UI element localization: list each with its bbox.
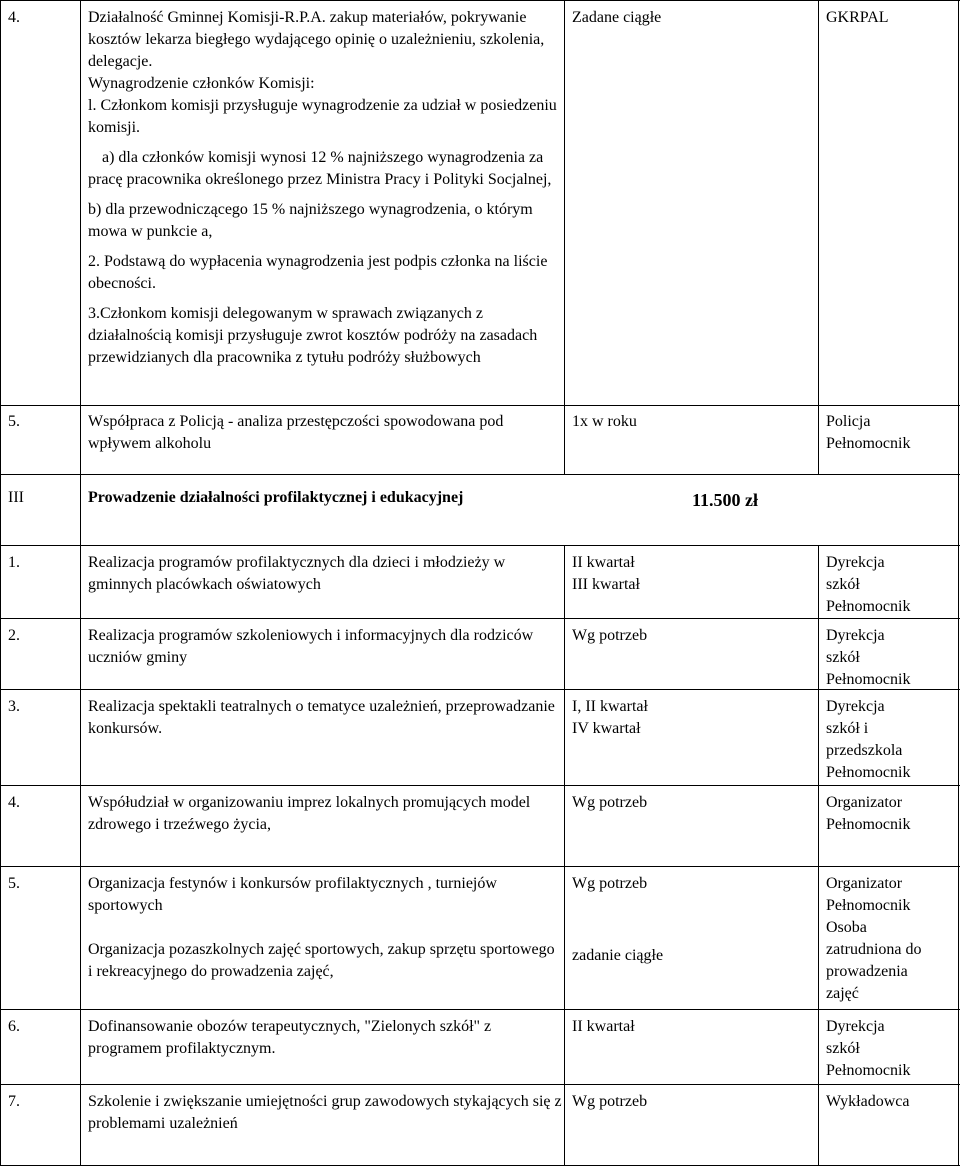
- table-row: [0, 546, 960, 619]
- term: Wg potrzeb: [572, 627, 648, 644]
- desc-paragraph: b) dla przewodniczącego 15 % najniższego wynagrodzenia, o którym mowa w punkcie a,: [88, 201, 533, 240]
- row-number: 7.: [8, 1093, 20, 1110]
- row-number: 5.: [8, 413, 20, 430]
- table-row: [0, 0, 960, 406]
- desc-paragraph: l. Członkom komisji przysługuje wynagrodzenie za udział w posiedzeniu komisji.: [88, 97, 557, 136]
- term: [572, 696, 817, 740]
- desc-paragraph: a) dla członków komisji wynosi 12 % najniższego wynagrodzenia za pracę pracownika określonego przez Ministra Pracy i Polityki Socjalnej,: [88, 149, 552, 188]
- responsible-line: szkół: [826, 576, 860, 593]
- row-number: 1.: [8, 554, 20, 571]
- responsible: [826, 696, 956, 784]
- responsible-line: szkół: [826, 649, 860, 666]
- table-row: [0, 405, 960, 475]
- row-number: 5.: [8, 875, 20, 892]
- task-description: Współudział w organizowaniu imprez lokalnych promujących model zdrowego i trzeźwego życia,: [88, 794, 531, 833]
- responsible-line: szkół i: [826, 720, 869, 737]
- responsible-line: Organizator: [826, 875, 903, 892]
- responsible-line: Dyrekcja: [826, 1018, 885, 1035]
- term: Zadane ciągłe: [572, 9, 662, 26]
- desc-paragraph: Wynagrodzenie członków Komisji:: [88, 75, 315, 92]
- section-title: Prowadzenie działalności profilaktycznej i edukacyjnej: [88, 489, 464, 506]
- responsible: [826, 411, 956, 455]
- task-description: Dofinansowanie obozów terapeutycznych, "Zielonych szkół" z programem profilaktycznym.: [88, 1018, 492, 1057]
- task-description: [88, 873, 562, 983]
- term-line: Wg potrzeb: [572, 875, 648, 892]
- responsible-line: zajęć: [826, 985, 859, 1002]
- responsible: [826, 552, 956, 618]
- term: [572, 873, 817, 967]
- responsible-line: Pełnomocnik: [826, 1062, 911, 1079]
- task-description: Realizacja spektakli teatralnych o tematyce uzależnień, przeprowadzanie konkursów.: [88, 698, 555, 737]
- term-line: IV kwartał: [572, 720, 641, 737]
- responsible-line: Osoba: [826, 919, 867, 936]
- term: [572, 552, 817, 596]
- responsible-line: Dyrekcja: [826, 554, 885, 571]
- responsible-line: Pełnomocnik: [826, 671, 911, 688]
- responsible-line: Pełnomocnik: [826, 764, 911, 781]
- responsible-line: Pełnomocnik: [826, 598, 911, 615]
- responsible-line: Pełnomocnik: [826, 816, 911, 833]
- responsible-line: Pełnomocnik: [826, 435, 911, 452]
- section-number: III: [8, 489, 24, 506]
- responsible-line: Organizator: [826, 794, 903, 811]
- term-line: III kwartał: [572, 576, 640, 593]
- term: II kwartał: [572, 1018, 635, 1035]
- section-amount: 11.500 zł: [692, 490, 758, 510]
- responsible-line: prowadzenia: [826, 963, 908, 980]
- desc-paragraph: Organizacja pozaszkolnych zajęć sportowych, zakup sprzętu sportowego i rekreacyjnego do prowadzenia zajęć,: [88, 941, 555, 980]
- row-number: 4.: [8, 794, 20, 811]
- term-line: I, II kwartał: [572, 698, 648, 715]
- desc-paragraph: 2. Podstawą do wypłacenia wynagrodzenia jest podpis członka na liście obecności.: [88, 253, 548, 292]
- desc-paragraph: Działalność Gminnej Komisji-R.P.A. zakup materiałów, pokrywanie kosztów lekarza biegłego wydającego opinię o uzależnieniu, szkolenia, delegacje.: [88, 9, 545, 70]
- row-number: 2.: [8, 627, 20, 644]
- table-row: [0, 1010, 960, 1085]
- responsible-line: szkół: [826, 1040, 860, 1057]
- responsible: [826, 792, 956, 836]
- table-row: [0, 786, 960, 867]
- term: Wg potrzeb: [572, 794, 648, 811]
- row-number: 4.: [8, 9, 20, 26]
- row-number: 6.: [8, 1018, 20, 1035]
- desc-paragraph: Organizacja festynów i konkursów profilaktycznych , turniejów sportowych: [88, 875, 497, 914]
- task-description: Realizacja programów szkoleniowych i informacyjnych dla rodziców uczniów gminy: [88, 627, 534, 666]
- task-description: [88, 7, 562, 369]
- responsible-line: Dyrekcja: [826, 698, 885, 715]
- table-row: [0, 867, 960, 1010]
- responsible-line: zatrudniona do: [826, 941, 922, 958]
- task-description: Szkolenie i zwiększanie umiejętności grup zawodowych stykających się z problemami uzależnień: [88, 1093, 562, 1132]
- responsible: [826, 625, 956, 691]
- table-row: [0, 690, 960, 786]
- term-line: II kwartał: [572, 554, 635, 571]
- responsible: [826, 1016, 956, 1082]
- responsible: GKRPAL: [826, 9, 889, 26]
- desc-paragraph: 3.Członkom komisji delegowanym w sprawach związanych z działalnością komisji przysługuje zwrot kosztów podróży na zasadach przewidzianych dla pracownika z tytułu podróży służbowych: [88, 305, 538, 366]
- term-line: zadanie ciągłe: [572, 947, 664, 964]
- responsible-line: przedszkola: [826, 742, 903, 759]
- section-header: [0, 475, 960, 546]
- responsible-line: Pełnomocnik: [826, 897, 911, 914]
- task-description: Realizacja programów profilaktycznych dla dzieci i młodzieży w gminnych placówkach oświatowych: [88, 554, 506, 593]
- responsible: Wykładowca: [826, 1093, 910, 1110]
- row-number: 3.: [8, 698, 20, 715]
- term: Wg potrzeb: [572, 1093, 648, 1110]
- table-row: [0, 619, 960, 690]
- responsible: [826, 873, 956, 1005]
- task-description: Współpraca z Policją - analiza przestępczości spowodowana pod wpływem alkoholu: [88, 413, 504, 452]
- responsible-line: Dyrekcja: [826, 627, 885, 644]
- term: 1x w roku: [572, 413, 637, 430]
- responsible-line: Policja: [826, 413, 871, 430]
- table-row: [0, 1085, 960, 1166]
